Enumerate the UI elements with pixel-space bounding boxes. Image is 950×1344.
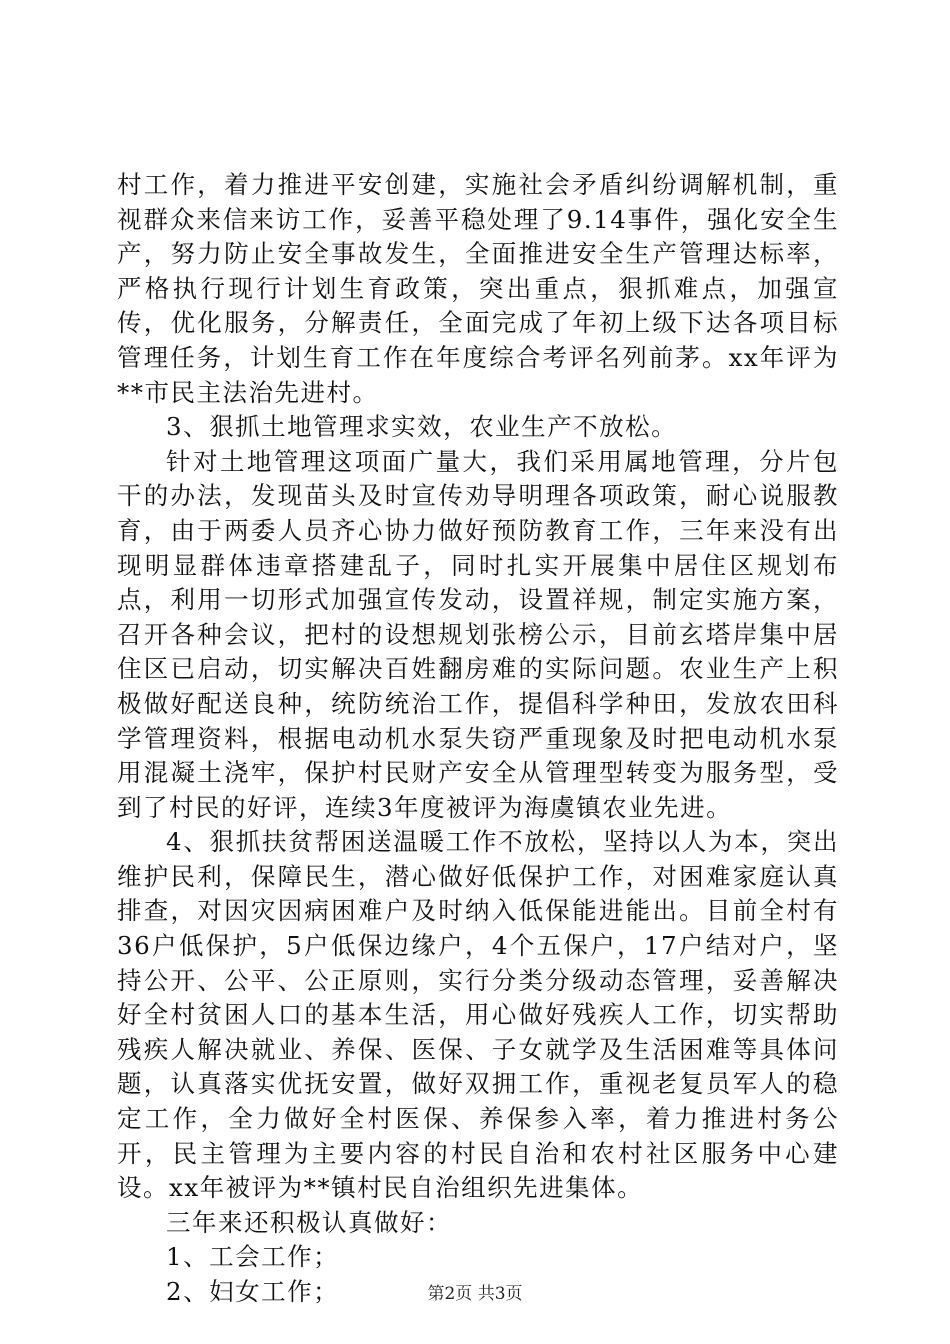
paragraph-poverty-relief: 4、狠抓扶贫帮困送温暖工作不放松，坚持以人为本，突出维护民利，保障民生，潜心做好低保护工作，对困难家庭认真排查，对因灾因病困难户及时纳入低保能进能出。目前全村有36户低保护，5户低保边缘户，4个五保户，17户结对户，坚持公开、公平、公正原则，实行分类分级动态管理，妥善解决好全村贫困人口的基本生活，用心做好残疾人工作，切实帮助残疾人解决就业、养保、医保、子女就学及生活困难等具体问题，认真落实优抚安置，做好双拥工作，重视老复员军人的稳定工作，全力做好全村医保、养保参入率，着力推进村务公开，民主管理为主要内容的村民自治和农村社区服务中心建设。xx年被评为**镇村民自治组织先进集体。 bbox=[117, 827, 839, 1203]
list-item-union-work: 1、工会工作； bbox=[166, 1242, 340, 1272]
paragraph-land-management: 针对土地管理这项面广量大，我们采用属地管理，分片包干的办法，发现苗头及时宣传劝导明理各项政策，耐心说服教育，由于两委人员齐心协力做好预防教育工作，三年来没有出现明显群体违章搭建乱子，同时扎实开展集中居住区规划布点，利用一切形式加强宣传发动，设置祥规，制定实施方案，召开各种会议，把村的设想规划张榜公示，目前玄塔岸集中居住区已启动，切实解决百姓翻房难的实际问题。农业生产上积极做好配送良种，统防统治工作，提倡科学种田，发放农田科学管理资料，根据电动机水泵失窃严重现象及时把电动机水泵用混凝土浇牢，保护村民财产安全从管理型转变为服务型，受到了村民的好评，连续3年度被评为海虞镇农业先进。 bbox=[117, 446, 839, 822]
heading-land-management: 3、狠抓土地管理求实效，农业生产不放松。 bbox=[166, 412, 678, 442]
document-body bbox=[117, 168, 839, 1310]
paragraph-other-work-intro: 三年来还积极认真做好： bbox=[166, 1207, 452, 1237]
list-item-women-work: 2、妇女工作； bbox=[166, 1277, 340, 1306]
paragraph-public-safety: 村工作，着力推进平安创建，实施社会矛盾纠纷调解机制，重视群众来信来访工作，妥善平稳处理了9.14事件，强化安全生产，努力防止安全事故发生，全面推进安全生产管理达标率，严格执行现行计划生育政策，突出重点，狠抓难点，加强宣传，优化服务，分解责任，全面完成了年初上级下达各项目标管理任务，计划生育工作在年度综合考评名列前茅。xx年评为**市民主法治先进村。 bbox=[117, 170, 839, 407]
page-number-footer: 第2页 共3页 bbox=[427, 1284, 523, 1304]
